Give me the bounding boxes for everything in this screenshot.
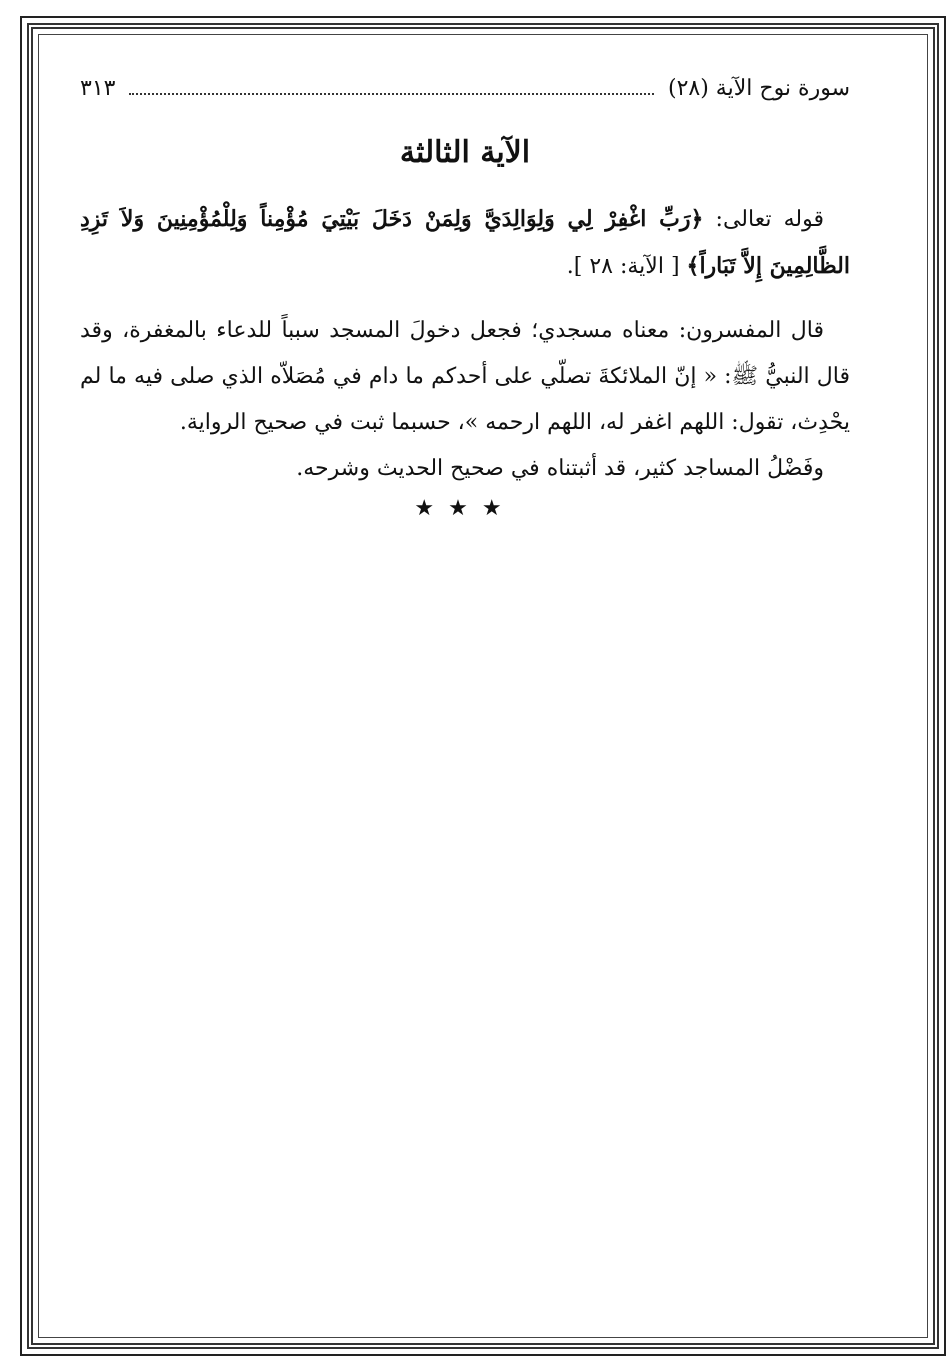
quran-verse: ﴿رَبِّ اغْفِرْ لِي وَلِوَالِدَيَّ وَلِمَنْ دَخَلَ بَيْتِيَ مُؤْمِناً وَلِلْمُؤْمِنِينَ وَلاَ تَزِدِ الظَّالِمِينَ إِلاَّ تَبَاراً﴾ [80, 206, 850, 279]
verse-paragraph [80, 196, 850, 290]
page-content [80, 60, 850, 521]
page-number: ٣١٣ [80, 76, 116, 101]
closing-paragraph: وفَضْلُ المساجد كثير، قد أثبتناه في صحيح الحديث وشرحه. [296, 456, 824, 481]
commentary-paragraph: قال المفسرون: معناه مسجدي؛ فجعل دخولَ المسجد سبباً للدعاء بالمغفرة، وقد قال النبيُّ ﷺ: « إنّ الملائكةَ تصلّي على أحدكم ما دام في مُصَلاّه الذي صلى فيه ما لم يحْدِث، تقول: اللهم اغفر له، اللهم ارحمه »، حسبما ثبت في صحيح الرواية. [80, 318, 850, 435]
running-header [80, 76, 850, 101]
surah-label: سورة نوح الآية (٢٨) [667, 76, 850, 101]
verse-reference: [ الآية: ٢٨ ]. [566, 254, 680, 279]
verse-intro: قوله تعالى: [715, 207, 824, 232]
section-title: الآية الثالثة [399, 135, 531, 170]
leader-dots [129, 79, 654, 95]
section-separator: ★★★ [414, 496, 516, 521]
